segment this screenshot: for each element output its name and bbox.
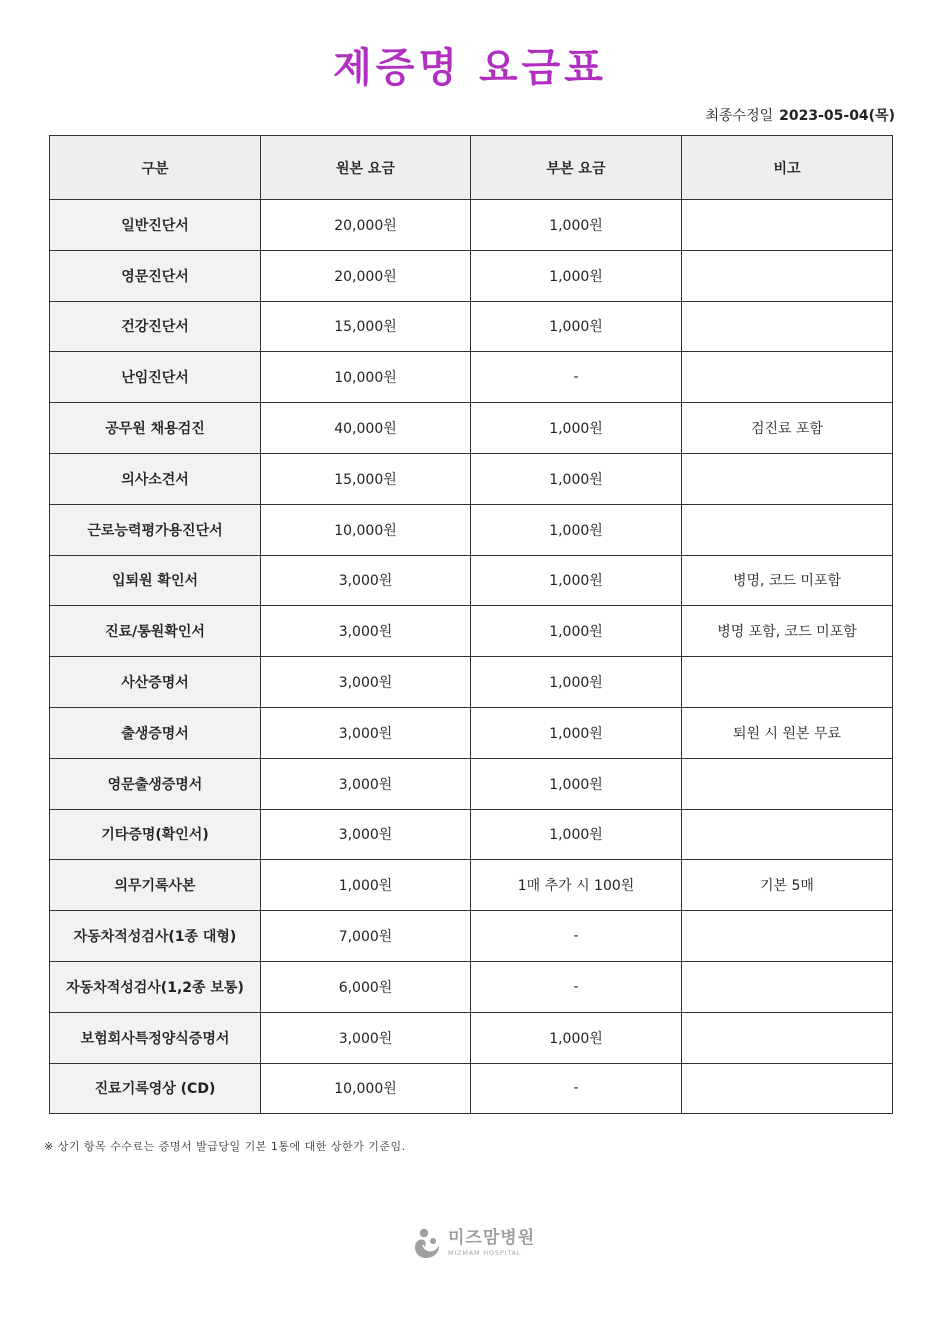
page-title: 제증명 요금표 xyxy=(333,45,607,91)
row-category: 의사소견서 xyxy=(50,453,261,504)
row-note xyxy=(682,1063,893,1114)
row-copy-fee: 1,000원 xyxy=(471,758,682,809)
row-category: 기타증명(확인서) xyxy=(50,809,261,860)
row-original-fee: 3,000원 xyxy=(261,809,471,860)
row-note xyxy=(682,961,893,1012)
table-row xyxy=(50,453,893,504)
logo-subtitle: MIZMAM HOSPITAL xyxy=(448,1248,522,1257)
row-original-fee: 3,000원 xyxy=(261,606,471,657)
header-copy-fee: 부본 요금 xyxy=(471,136,682,200)
row-original-fee: 3,000원 xyxy=(261,1012,471,1063)
table-row xyxy=(50,200,893,251)
row-category: 진료/통원확인서 xyxy=(50,606,261,657)
row-original-fee: 10,000원 xyxy=(261,1063,471,1114)
row-category: 영문진단서 xyxy=(50,250,261,301)
table-row xyxy=(50,606,893,657)
row-category: 자동차적성검사(1종 대형) xyxy=(50,911,261,962)
row-copy-fee: 1,000원 xyxy=(471,200,682,251)
row-copy-fee: 1,000원 xyxy=(471,707,682,758)
table-row xyxy=(50,403,893,454)
header-category: 구분 xyxy=(50,136,261,200)
row-category: 난임진단서 xyxy=(50,352,261,403)
footnote: ※ 상기 항목 수수료는 증명서 발급당일 기본 1통에 대한 상한가 기준임. xyxy=(44,1140,406,1153)
row-category: 입퇴원 확인서 xyxy=(50,555,261,606)
row-note xyxy=(682,352,893,403)
row-note xyxy=(682,504,893,555)
row-copy-fee: 1,000원 xyxy=(471,403,682,454)
table-row xyxy=(50,250,893,301)
row-category: 진료기록영상 (CD) xyxy=(50,1063,261,1114)
table-row xyxy=(50,657,893,708)
row-note xyxy=(682,250,893,301)
row-category: 자동차적성검사(1,2종 보통) xyxy=(50,961,261,1012)
table-row xyxy=(50,758,893,809)
row-note xyxy=(682,1012,893,1063)
table-row xyxy=(50,301,893,352)
header-original-fee: 원본 요금 xyxy=(261,136,471,200)
table-row xyxy=(50,555,893,606)
table-row xyxy=(50,707,893,758)
row-note: 검진료 포함 xyxy=(682,403,893,454)
logo-name: 미즈맘병원 xyxy=(448,1227,536,1248)
table-header-row xyxy=(50,136,893,200)
row-note: 기본 5매 xyxy=(682,860,893,911)
row-copy-fee: - xyxy=(471,911,682,962)
row-note xyxy=(682,758,893,809)
hospital-logo xyxy=(411,1225,541,1261)
row-original-fee: 10,000원 xyxy=(261,504,471,555)
row-category: 의무기록사본 xyxy=(50,860,261,911)
row-copy-fee: - xyxy=(471,961,682,1012)
row-original-fee: 3,000원 xyxy=(261,657,471,708)
table-row xyxy=(50,809,893,860)
header-note: 비고 xyxy=(682,136,893,200)
row-copy-fee: 1,000원 xyxy=(471,606,682,657)
row-original-fee: 1,000원 xyxy=(261,860,471,911)
row-copy-fee: 1,000원 xyxy=(471,657,682,708)
row-original-fee: 20,000원 xyxy=(261,250,471,301)
row-note xyxy=(682,657,893,708)
row-category: 공무원 채용검진 xyxy=(50,403,261,454)
table-row xyxy=(50,504,893,555)
row-copy-fee: - xyxy=(471,352,682,403)
row-original-fee: 3,000원 xyxy=(261,555,471,606)
row-note xyxy=(682,301,893,352)
row-copy-fee: 1,000원 xyxy=(471,1012,682,1063)
row-category: 사산증명서 xyxy=(50,657,261,708)
row-note xyxy=(682,809,893,860)
row-original-fee: 15,000원 xyxy=(261,453,471,504)
last-updated-date: 2023-05-04(목) xyxy=(779,108,895,124)
row-category: 영문출생증명서 xyxy=(50,758,261,809)
row-copy-fee: 1,000원 xyxy=(471,555,682,606)
row-copy-fee: 1매 추가 시 100원 xyxy=(471,860,682,911)
row-category: 일반진단서 xyxy=(50,200,261,251)
row-copy-fee: 1,000원 xyxy=(471,250,682,301)
row-original-fee: 20,000원 xyxy=(261,200,471,251)
table-row xyxy=(50,911,893,962)
last-updated xyxy=(706,105,896,125)
fee-table-body xyxy=(50,200,893,1114)
row-copy-fee: 1,000원 xyxy=(471,504,682,555)
fee-table xyxy=(49,135,893,1114)
row-original-fee: 15,000원 xyxy=(261,301,471,352)
row-note xyxy=(682,911,893,962)
row-original-fee: 10,000원 xyxy=(261,352,471,403)
row-note: 병명, 코드 미포함 xyxy=(682,555,893,606)
last-updated-label: 최종수정일 xyxy=(705,108,774,124)
row-original-fee: 3,000원 xyxy=(261,758,471,809)
row-note xyxy=(682,200,893,251)
table-row xyxy=(50,352,893,403)
mother-child-icon xyxy=(411,1227,443,1259)
row-copy-fee: 1,000원 xyxy=(471,301,682,352)
row-note: 퇴원 시 원본 무료 xyxy=(682,707,893,758)
row-original-fee: 6,000원 xyxy=(261,961,471,1012)
table-row xyxy=(50,860,893,911)
row-category: 근로능력평가용진단서 xyxy=(50,504,261,555)
row-original-fee: 40,000원 xyxy=(261,403,471,454)
row-copy-fee: 1,000원 xyxy=(471,453,682,504)
row-category: 출생증명서 xyxy=(50,707,261,758)
table-row xyxy=(50,1063,893,1114)
row-category: 보험회사특정양식증명서 xyxy=(50,1012,261,1063)
row-original-fee: 7,000원 xyxy=(261,911,471,962)
row-note: 병명 포함, 코드 미포함 xyxy=(682,606,893,657)
row-original-fee: 3,000원 xyxy=(261,707,471,758)
row-category: 건강진단서 xyxy=(50,301,261,352)
table-row xyxy=(50,961,893,1012)
row-note xyxy=(682,453,893,504)
table-row xyxy=(50,1012,893,1063)
row-copy-fee: 1,000원 xyxy=(471,809,682,860)
row-copy-fee: - xyxy=(471,1063,682,1114)
